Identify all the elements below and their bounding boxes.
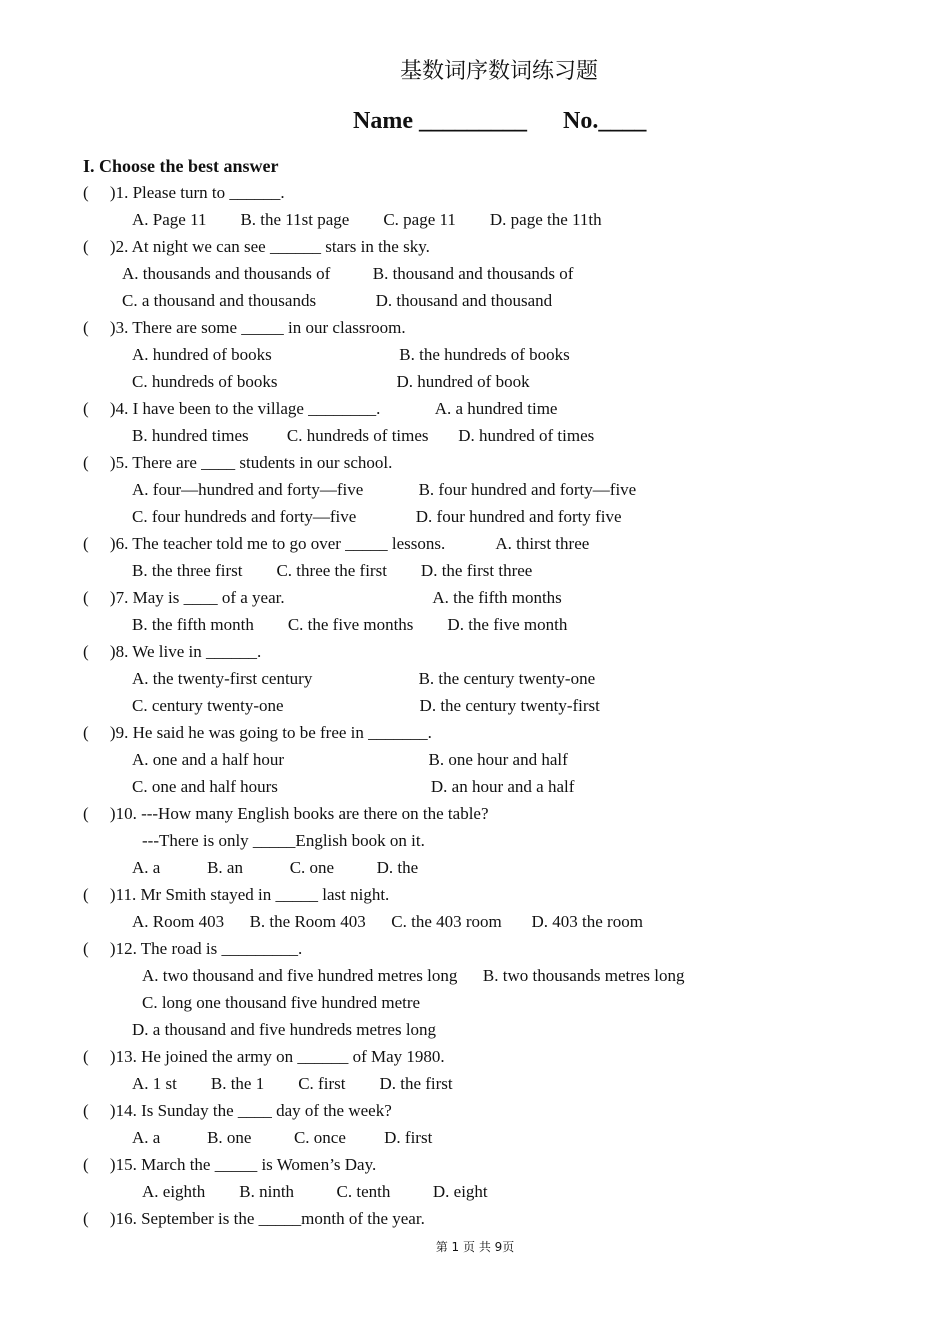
question-line: ---There is only _____English book on it. [142,831,425,850]
question-line: ( )9. He said he was going to be free in _______. [83,723,432,742]
options-line: C. century twenty-one D. the century twenty-first [132,696,600,715]
options-line: A. one and a half hour B. one hour and half [132,750,568,769]
question-line: ( )6. The teacher told me to go over _____ lessons. A. thirst three [83,534,590,553]
options-line: A. a B. an C. one D. the [132,858,419,877]
question-line: ( )1. Please turn to ______. [83,183,285,202]
options-line: C. one and half hours D. an hour and a half [132,777,575,796]
options-line: A. 1 st B. the 1 C. first D. the first [132,1074,453,1093]
question-line: ( )16. September is the _____month of the year. [83,1209,425,1228]
options-line: A. thousands and thousands of B. thousand and thousands of [122,264,574,283]
section-heading: I. Choose the best answer [83,156,279,176]
options-line: D. a thousand and five hundreds metres long [132,1020,437,1039]
question-line: ( )7. May is ____ of a year. A. the fifth months [83,588,562,607]
name-number-row [353,108,646,135]
question-line: ( )10. ---How many English books are there on the table? [83,804,489,823]
question-line: ( )13. He joined the army on ______ of May 1980. [83,1047,445,1066]
question-line: ( )8. We live in ______. [83,642,262,661]
page-title: 基数词序数词练习题 [399,59,598,84]
options-line: A. eighth B. ninth C. tenth D. eight [142,1182,488,1201]
options-line: A. Page 11 B. the 11st page C. page 11 D. page the 11th [132,210,602,229]
options-line: C. long one thousand five hundred metre [142,993,421,1012]
question-line: ( )15. March the _____ is Women’s Day. [83,1155,377,1174]
options-line: A. two thousand and five hundred metres long B. two thousands metres long [142,966,685,985]
options-line: C. hundreds of books D. hundred of book [132,372,530,391]
options-line: A. four—hundred and forty—five B. four hundred and forty—five [132,480,637,499]
options-line: B. the fifth month C. the five months D. the five month [132,615,568,634]
options-line: B. hundred times C. hundreds of times D. hundred of times [132,426,595,445]
name-field-label: Name _________ [353,108,527,134]
question-line: ( )5. There are ____ students in our school. [83,453,393,472]
question-line: ( )3. There are some _____ in our classroom. [83,318,406,337]
number-field-label: No.____ [562,108,647,134]
options-line: A. hundred of books B. the hundreds of books [132,345,570,364]
options-line: C. a thousand and thousands D. thousand and thousand [122,291,553,310]
question-line: ( )12. The road is _________. [83,939,303,958]
options-line: A. a B. one C. once D. first [132,1128,433,1147]
options-line: C. four hundreds and forty—five D. four hundred and forty five [132,507,622,526]
question-line: ( )14. Is Sunday the ____ day of the week? [83,1101,392,1120]
question-line: ( )2. At night we can see ______ stars in the sky. [83,237,430,256]
options-line: B. the three first C. three the first D. the first three [132,561,533,580]
question-line: ( )11. Mr Smith stayed in _____ last night. [83,885,390,904]
question-line: ( )4. I have been to the village ________. A. a hundred time [83,399,558,418]
options-line: A. Room 403 B. the Room 403 C. the 403 room D. 403 the room [132,912,643,931]
options-line: A. the twenty-first century B. the century twenty-one [132,669,596,688]
page-footer: 第 1 页 共 9页 [435,1240,515,1254]
